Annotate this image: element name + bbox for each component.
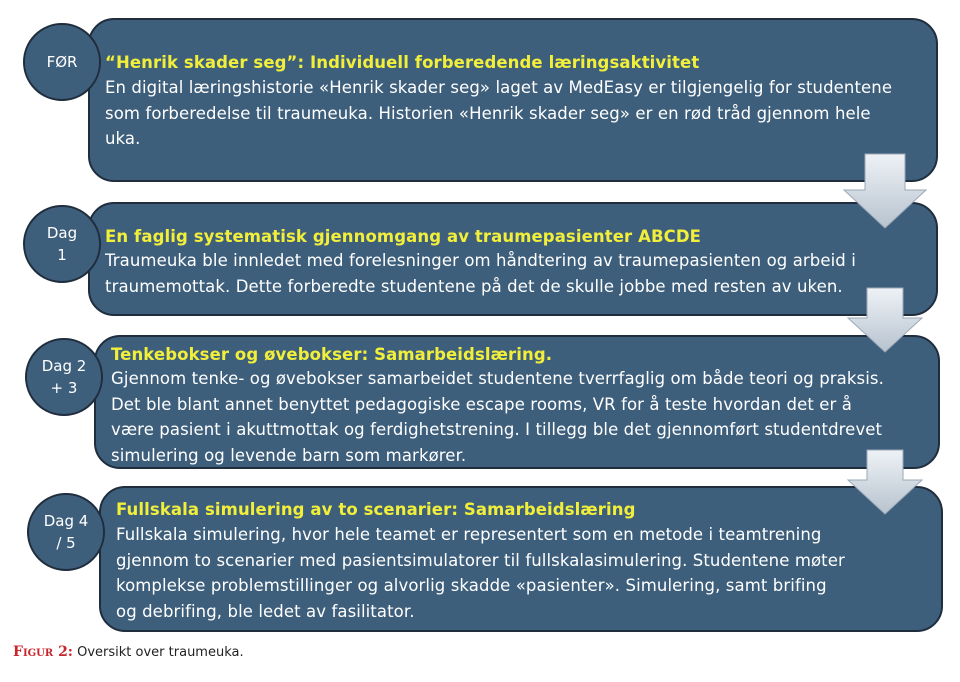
step-description — [116, 522, 940, 624]
step-line: Fullskala simulering, hvor hele teamet er representert som en metode i teamtrening — [116, 525, 822, 544]
step-line: Det ble blant annet benyttet pedagogiske escape rooms, VR for å teste hvordan det er å — [111, 394, 852, 414]
step-label-for — [23, 23, 101, 101]
step-description — [111, 366, 937, 468]
step-label: Dag 1 — [46, 224, 78, 264]
down-arrow-icon — [845, 448, 925, 518]
step-line: uka. — [105, 129, 141, 148]
step-label: Dag 2 + 3 — [41, 357, 87, 397]
step-box-for — [88, 18, 938, 182]
step-title: “Henrik skader seg”: Individuell forberedende læringsaktivitet — [105, 53, 700, 72]
step-line: simulering og levende barn som markører. — [111, 445, 467, 465]
step-label-dag-2-3 — [25, 338, 103, 416]
step-box-dag-2-3 — [94, 335, 940, 469]
step-description — [105, 75, 935, 152]
step-title: En faglig systematisk gjennomgang av traumepasienter ABCDE — [105, 227, 702, 246]
step-box-dag-4-5 — [99, 486, 943, 632]
step-line: og debrifing, ble ledet av fasilitator. — [116, 601, 415, 621]
figure-caption — [13, 644, 244, 660]
step-line: gjennom to scenarier med pasientsimulatorer til fullskalasimulering. Studentene møter — [116, 550, 845, 570]
step-label: FØR — [46, 53, 78, 71]
down-arrow-icon — [845, 286, 925, 356]
step-line: Gjennom tenke- og øvebokser samarbeidet studentene tverrfaglig om både teori og praksis. — [111, 369, 884, 388]
step-box-dag-1 — [88, 202, 938, 316]
step-label-dag-4-5 — [27, 493, 105, 571]
step-title: Tenkebokser og øvebokser: Samarbeidslæring. — [111, 345, 553, 364]
step-line: som forberedelse til traumeuka. Historien «Henrik skader seg» er en rød tråd gjennom hele — [105, 103, 871, 123]
step-label-dag-1 — [23, 205, 101, 283]
step-line: traumemottak. Dette forberedte studentene på det de skulle jobbe med resten av uken. — [105, 276, 843, 296]
step-line: En digital læringshistorie «Henrik skader seg» laget av MedEasy er tilgjengelig for studentene — [105, 78, 893, 97]
step-line: være pasient i akuttmottak og ferdighetstrening. I tillegg ble det gjennomført studentdrevet — [111, 420, 883, 439]
step-label: Dag 4 / 5 — [43, 512, 89, 552]
step-line: komplekse problemstillinger og alvorlig skadde «pasienter». Simulering, samt brifing — [116, 576, 827, 595]
step-description — [105, 248, 935, 299]
caption-text: Oversikt over traumeuka. — [77, 645, 244, 660]
step-line: Traumeuka ble innledet med forelesninger om håndtering av traumepasienten og arbeid i — [105, 251, 856, 270]
down-arrow-icon — [840, 152, 930, 232]
figure-label: Figur 2: — [13, 644, 73, 660]
step-title: Fullskala simulering av to scenarier: Samarbeidslæring — [116, 500, 636, 519]
